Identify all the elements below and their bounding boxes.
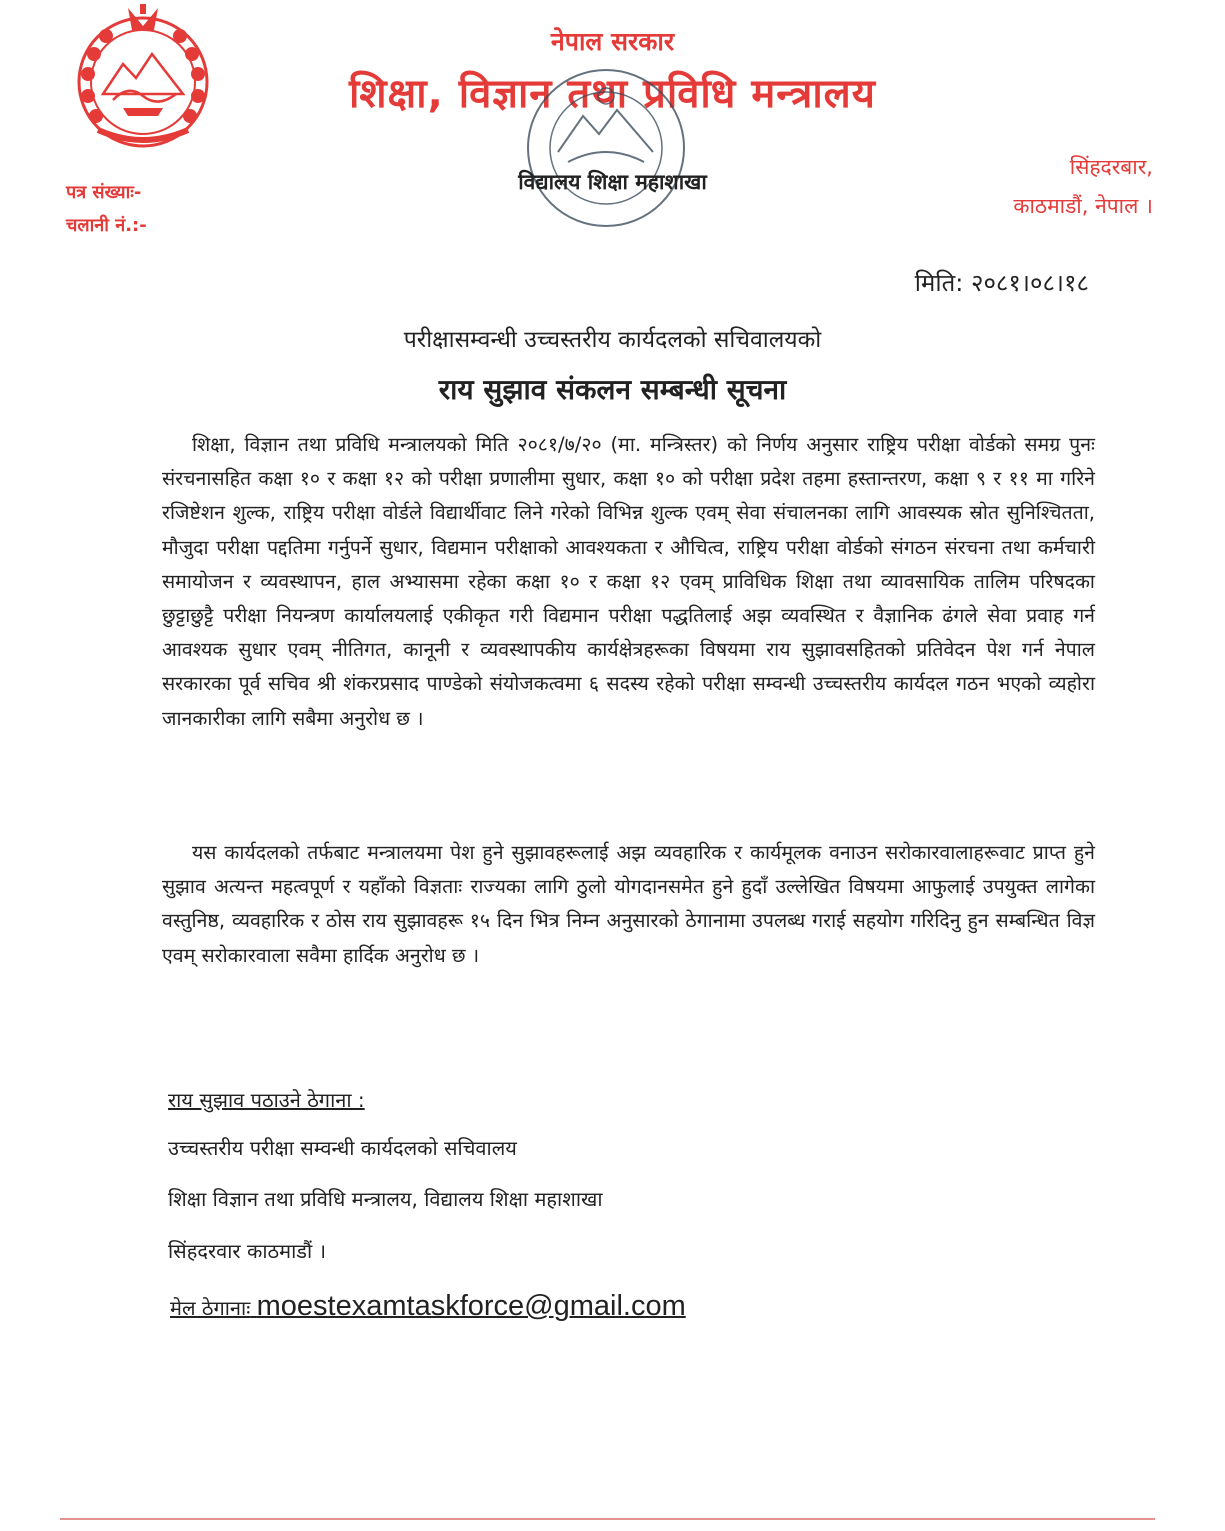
submission-address-heading: राय सुझाव पठाउने ठेगाना : (168, 1088, 365, 1112)
letter-date: मिति: २०८१।०८।१८ (914, 269, 1089, 297)
notice-title-line1: परीक्षासम्वन्धी उच्चस्तरीय कार्यदलको सचिवालयको (403, 327, 822, 353)
notice-title: राय सुझाव संकलन सम्बन्धी सूचना (438, 373, 787, 406)
email-link[interactable]: moestexamtaskforce@gmail.com (256, 1290, 686, 1322)
ministry-seal-icon (513, 56, 699, 232)
email-address-block (170, 1290, 686, 1323)
division-name: विद्यालय शिक्षा महाशाखा (518, 170, 707, 194)
ministry-name: शिक्षा, विज्ञान तथा प्रविधि मन्त्रालय (348, 71, 877, 117)
office-address-line1: सिंहदरबार, (1069, 155, 1153, 179)
government-name: नेपाल सरकार (550, 27, 675, 56)
email-label: मेल ठेगानाः (170, 1296, 251, 1320)
submission-address-line3: सिंहदरवार काठमाडौं । (168, 1239, 327, 1263)
dispatch-number-label: चलानी नं.:- (66, 215, 147, 236)
letter-number-label: पत्र संख्याः- (66, 182, 142, 203)
office-address-line2: काठमाडौं, नेपाल । (1013, 194, 1153, 218)
footer-divider (60, 1518, 1155, 1520)
submission-address-line2: शिक्षा विज्ञान तथा प्रविधि मन्त्रालय, विद्यालय शिक्षा महाशाखा (168, 1187, 603, 1211)
notice-paragraph-1: शिक्षा, विज्ञान तथा प्रविधि मन्त्रालयको मिति २०८१/७/२० (मा. मन्त्रिस्तर) को निर्णय अनुसार राष्ट्रिय परीक्षा वोर्डको समग्र पुनः संरचनासहित कक्षा १० र कक्षा १२ को परीक्षा प्रणालीमा सुधार, कक्षा १० को परीक्षा प्रदेश तहमा हस्तान्तरण, कक्षा ९ र ११ मा गरिने रजिष्टेशन शुल्क, राष्ट्रिय परीक्षा वोर्डले विद्यार्थीवाट लिने गरेको विभिन्न शुल्क एवम् सेवा संचालनका लागि आवस्यक स्रोत सुनिश्चितता, मौजुदा परीक्षा पद्दतिमा गर्नुपर्ने सुधार, विद्यमान परीक्षाको आवश्यकता र औचित्व, राष्ट्रिय परीक्षा वोर्डको संगठन संरचना तथा कर्मचारी समायोजन र व्यवस्थापन, हाल अभ्यासमा रहेका कक्षा १० र कक्षा १२ एवम् प्राविधिक शिक्षा तथा व्यावसायिक तालिम परिषदका छुट्टाछुट्टै परीक्षा नियन्त्रण कार्यालयलाई एकीकृत गरी विद्यमान परीक्षा पद्धतिलाई अझ व्यवस्थित र वैज्ञानिक ढंगले सेवा प्रवाह गर्न आवश्यक सुधार एवम् नीतिगत, कानूनी र व्यवस्थापकीय कार्यक्षेत्रहरूका विषयमा राय सुझावसहितको प्रतिवेदन पेश गर्न नेपाल सरकारका पूर्व सचिव श्री शंकरप्रसाद पाण्डेको संयोजकत्वमा ६ सदस्य रहेको परीक्षा सम्वन्धी उच्चस्तरीय कार्यदल गठन भएको व्यहोरा जानकारीका लागि सबैमा अनुरोध छ । (162, 433, 1095, 730)
notice-paragraph-2: यस कार्यदलको तर्फबाट मन्त्रालयमा पेश हुने सुझावहरूलाई अझ व्यवहारिक र कार्यमूलक वनाउन सरोकारवालाहरूवाट प्राप्त हुने सुझाव अत्यन्त महत्वपूर्ण र यहाँको विज्ञताः राज्यका लागि ठुलो योगदानसमेत हुने हुदाँ उल्लेखित विषयमा आफुलाई उपयुक्त लागेका वस्तुनिष्ठ, व्यवहारिक र ठोस राय सुझावहरू १५ दिन भित्र निम्न अनुसारको ठेगानामा उपलब्ध गराई सहयोग गरिदिनु हुन सम्बन्धित विज्ञ एवम् सरोकारवाला सवैमा हार्दिक अनुरोध छ । (162, 841, 1095, 967)
submission-address-line1: उच्चस्तरीय परीक्षा सम्वन्धी कार्यदलको सचिवालय (168, 1136, 517, 1160)
